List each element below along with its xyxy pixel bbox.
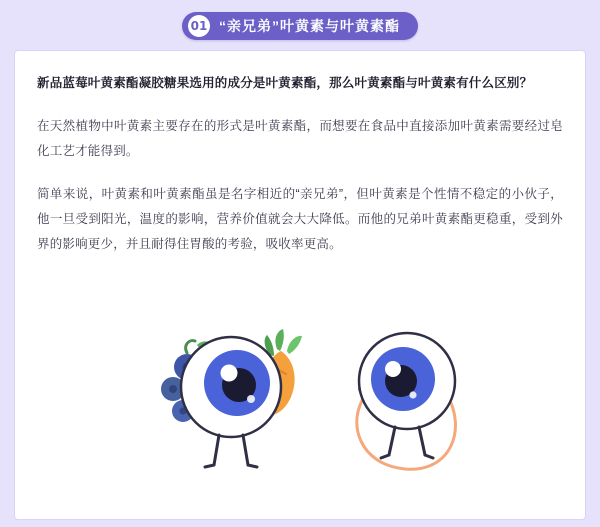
right-eye-character-icon bbox=[359, 333, 455, 458]
left-eye-character-icon bbox=[181, 337, 281, 467]
section-number: 01 bbox=[188, 15, 210, 37]
right-character-group bbox=[357, 333, 458, 469]
illustration bbox=[15, 319, 585, 479]
content-card bbox=[14, 50, 586, 520]
left-character-group bbox=[161, 329, 302, 467]
section-title: “亲兄弟”叶黄素与叶黄素酯 bbox=[219, 18, 400, 34]
carrot-leaves-icon bbox=[265, 329, 302, 356]
paragraph-explanation: 在天然植物中叶黄素主要存在的形式是叶黄素酯，而想要在食品中直接添加叶黄素需要经过皂化工艺才能得到。 bbox=[37, 119, 563, 158]
paragraph-summary: 简单来说，叶黄素和叶黄素酯虽是名字相近的“亲兄弟”，但叶黄素是个性情不稳定的小伙子，他一旦受到阳光，温度的影响，营养价值就会大大降低。而他的兄弟叶黄素酯更稳重，受到外界的影响更少，并且耐得住胃酸的考验，吸收率更高。 bbox=[37, 187, 563, 251]
paragraph-question: 新品蓝莓叶黄素酯凝胶糖果选用的成分是叶黄素酯，那么叶黄素酯与叶黄素有什么区别？ bbox=[37, 76, 533, 90]
section-badge bbox=[182, 12, 418, 40]
section-header bbox=[0, 0, 600, 50]
illustration-svg bbox=[15, 319, 586, 479]
